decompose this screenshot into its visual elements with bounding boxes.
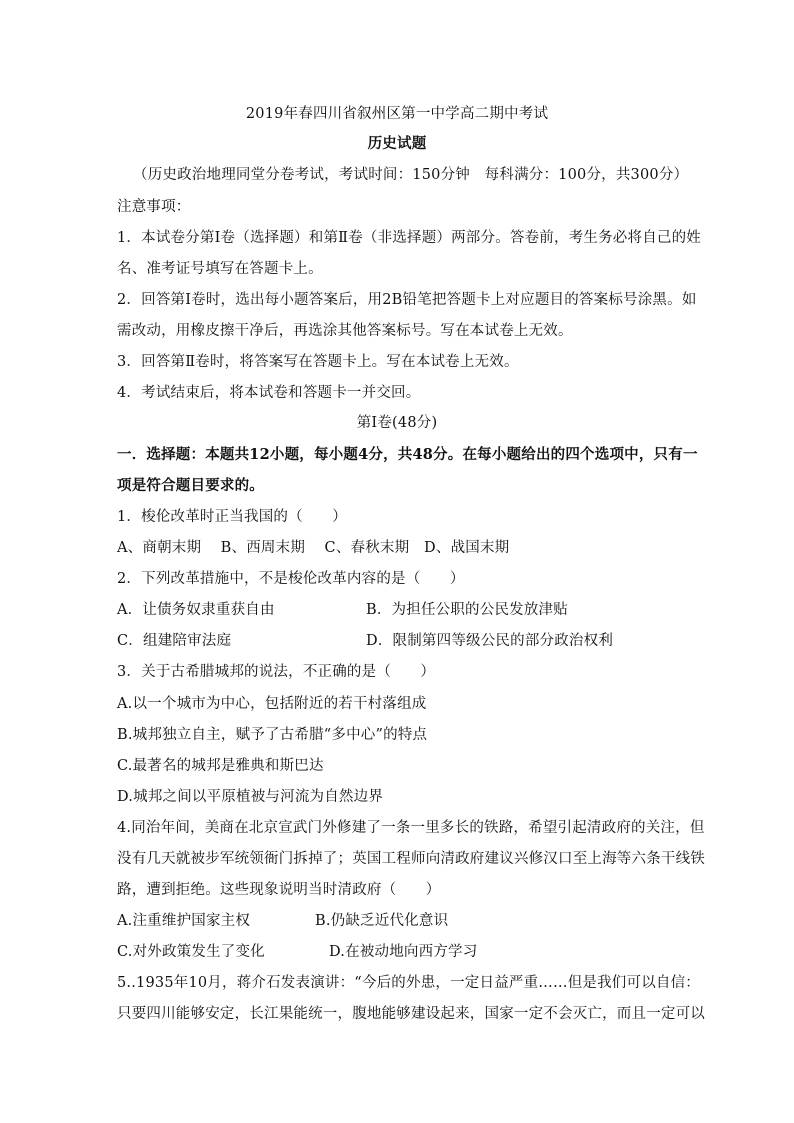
- option-b: B.城邦独立自主，赋予了古希腊“多中心”的特点: [117, 727, 428, 743]
- section-title: 第Ⅰ卷(48分): [356, 415, 438, 431]
- option-c: C.对外政策发生了变化: [117, 944, 265, 960]
- option-c: C.最著名的城邦是雅典和斯巴达: [117, 758, 324, 774]
- exam-note: （历史政治地理同堂分卷考试，考试时间：150分钟 每科满分：100分，共300分）: [133, 167, 689, 183]
- notice-item: 名、准考证号填写在答题卡上。: [117, 261, 323, 277]
- notice-heading: 注意事项：: [117, 199, 191, 215]
- subject-title: 历史试题: [367, 135, 427, 152]
- question-stem: 2．下列改革措施中，不是梭伦改革内容的是（ ）: [117, 571, 465, 587]
- option-c: C．组建陪审法庭: [117, 633, 232, 649]
- option-a: A.以一个城市为中心，包括附近的若干村落组成: [117, 696, 427, 712]
- notice-item: 1．本试卷分第Ⅰ卷（选择题）和第Ⅱ卷（非选择题）两部分。答卷前，考生务必将自己的姓: [117, 230, 702, 246]
- notice-item: 2．回答第Ⅰ卷时，选出每小题答案后，用2B铅笔把答题卡上对应题目的答案标号涂黑。如: [117, 292, 697, 308]
- question-options: A、商朝末期 B、西周末期 C、春秋末期 D、战国末期: [117, 540, 510, 556]
- question-stem: 3．关于古希腊城邦的说法，不正确的是（ ）: [117, 664, 436, 680]
- notice-item: 3．回答第Ⅱ卷时，将答案写在答题卡上。写在本试卷上无效。: [117, 354, 519, 370]
- question-stem: 没有几天就被步军统领衙门拆掉了；英国工程师向清政府建议兴修汉口至上海等六条干线铁: [117, 851, 705, 867]
- option-row: [117, 911, 449, 931]
- option-d: D.城邦之间以平原植被与河流为自然边界: [117, 789, 384, 805]
- section-instruction: 项是符合题目要求的。: [117, 477, 264, 494]
- option-row: [117, 631, 614, 651]
- option-b: B.仍缺乏近代化意识: [315, 913, 449, 929]
- exam-title: 2019年春四川省叙州区第一中学高二期中考试: [245, 106, 549, 122]
- question-stem: 4.同治年间，美商在北京宣武门外修建了一条一里多长的铁路，希望引起清政府的关注，但: [117, 820, 705, 836]
- notice-item: 需改动，用橡皮擦干净后，再选涂其他答案标号。写在本试卷上无效。: [117, 323, 573, 339]
- option-d: D.在被动地向西方学习: [329, 944, 478, 960]
- question-stem: 5..1935年10月，蒋介石发表演讲：“今后的外患，一定日益严重……但是我们可以自信：: [117, 975, 701, 991]
- option-d: D．限制第四等级公民的部分政治权利: [366, 633, 614, 649]
- question-stem: 只要四川能够安定，长江果能统一，腹地能够建设起来，国家一定不会灭亡，而且一定可以: [117, 1006, 705, 1022]
- option-a: A.注重维护国家主权: [117, 913, 251, 929]
- notice-item: 4．考试结束后，将本试卷和答题卡一并交回。: [117, 385, 421, 401]
- option-a: A．让债务奴隶重获自由: [117, 602, 275, 618]
- option-row: [117, 600, 568, 620]
- question-stem: 1．梭伦改革时正当我国的（ ）: [117, 509, 347, 525]
- option-b: B．为担任公职的公民发放津贴: [366, 602, 568, 618]
- section-instruction: 一．选择题：本题共12小题，每小题4分，共48分。在每小题给出的四个选项中，只有一: [117, 446, 698, 463]
- option-row: [117, 942, 478, 962]
- question-stem: 路，遭到拒绝。这些现象说明当时清政府（ ）: [117, 882, 441, 898]
